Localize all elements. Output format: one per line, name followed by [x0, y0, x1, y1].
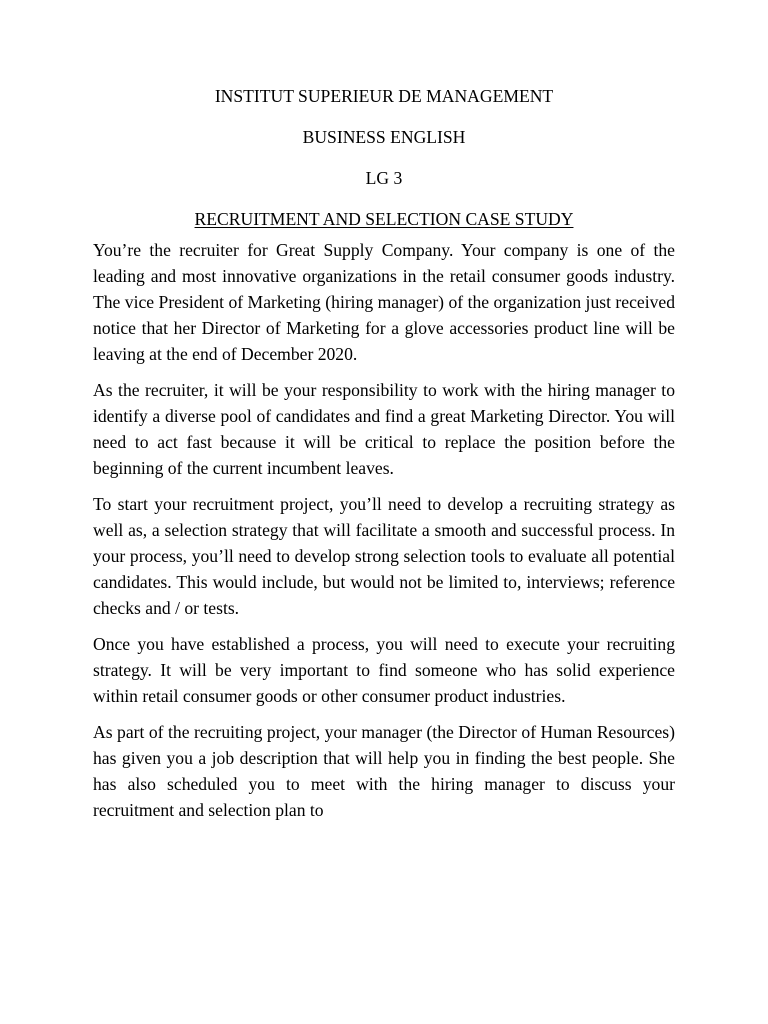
paragraph-responsibility: As the recruiter, it will be your responsibility to work with the hiring manager to identify a diverse pool of candidates and find a great Marketing Director. You will need to act fast because it will be critical to replace the position before the beginning of the current incumbent leaves. — [93, 380, 675, 478]
document-page — [93, 84, 675, 833]
institution-heading: INSTITUT SUPERIEUR DE MANAGEMENT — [214, 86, 554, 106]
paragraph-strategy: To start your recruitment project, you’ll need to develop a recruiting strategy as well as, a selection strategy that will facilitate a smooth and successful process. In your process, you’ll need to develop strong selection tools to evaluate all potential candidates. This would include, but would not be limited to, interviews; reference checks and / or tests. — [93, 494, 675, 618]
paragraph-intro: You’re the recruiter for Great Supply Company. Your company is one of the leading and most innovative organizations in the retail consumer goods industry. The vice President of Marketing (hiring manager) of the organization just received notice that her Director of Marketing for a glove accessories product line will be leaving at the end of December 2020. — [93, 240, 675, 364]
level-heading: LG 3 — [365, 168, 403, 188]
course-heading: BUSINESS ENGLISH — [302, 127, 466, 147]
paragraph-execution: Once you have established a process, you will need to execute your recruiting strategy. It will be very important to find someone who has solid experience within retail consumer goods or other consumer product industries. — [93, 634, 675, 706]
paragraph-job-description: As part of the recruiting project, your manager (the Director of Human Resources) has given you a job description that will help you in finding the best people. She has also scheduled you to meet with the hiring manager to discuss your recruitment and selection plan to — [93, 722, 675, 820]
case-study-title: RECRUITMENT AND SELECTION CASE STUDY — [194, 209, 574, 229]
